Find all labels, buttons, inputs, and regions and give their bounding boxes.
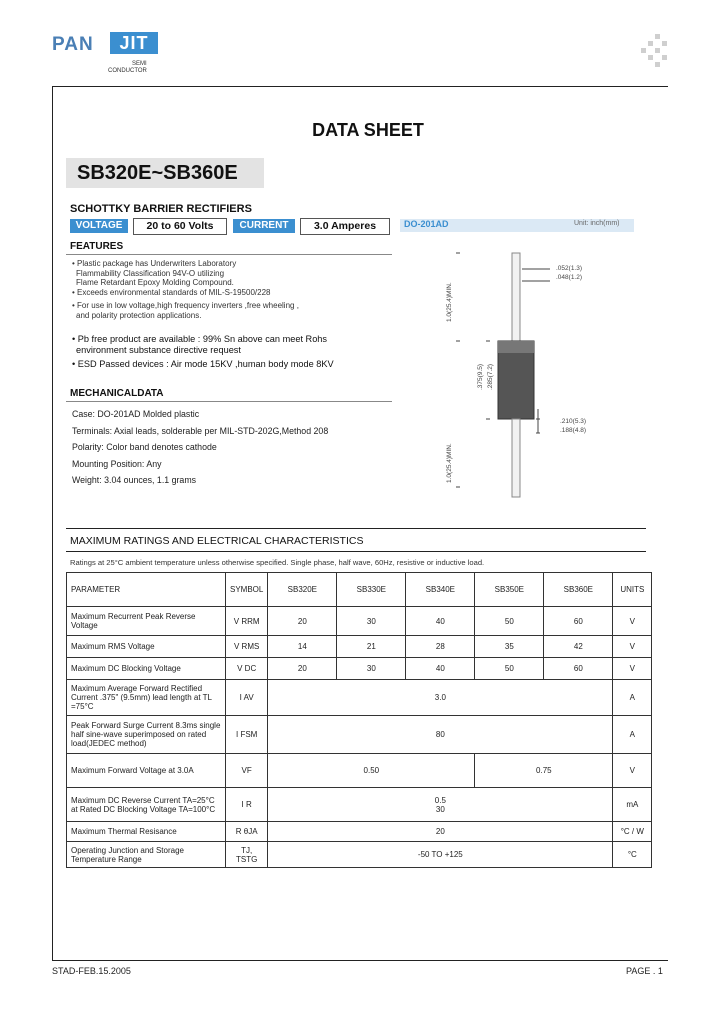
header-units: UNITS (613, 573, 652, 607)
logo-jit-box: JIT (110, 32, 158, 54)
table-row (67, 658, 652, 680)
row-value: 3.0 (268, 680, 613, 716)
dim-lead-length-top: 1.0(25.4)MIN. (446, 282, 453, 322)
voltage-value: 20 to 60 Volts (133, 218, 227, 235)
table-row (67, 754, 652, 788)
row-param: Maximum RMS Voltage (67, 636, 226, 658)
ratings-heading: MAXIMUM RATINGS AND ELECTRICAL CHARACTERISTICS (70, 535, 364, 547)
row-symbol: I R (226, 788, 268, 822)
table-row (67, 636, 652, 658)
package-name: DO-201AD (404, 219, 449, 229)
header-parameter: PARAMETER (67, 573, 226, 607)
row-value: 20 (268, 607, 337, 636)
mechanical-item: Polarity: Color band denotes cathode (72, 442, 217, 452)
row-value: 14 (268, 636, 337, 658)
product-subtitle: SCHOTTKY BARRIER RECTIFIERS (70, 203, 252, 215)
dim-lead-dia-max: .052(1.3) (556, 265, 583, 272)
feature-item: and polarity protection applications. (76, 310, 202, 320)
table-header-row (67, 573, 652, 607)
row-units: V (613, 754, 652, 788)
feature-item: Flame Retardant Epoxy Molding Compound. (76, 278, 234, 287)
dim-body-length-max: .375(9.5) (477, 363, 484, 390)
row-units: V (613, 636, 652, 658)
header-sb360e: SB360E (544, 573, 613, 607)
header-sb350e: SB350E (475, 573, 544, 607)
logo-sub-line1: SEMI (132, 61, 147, 67)
row-value: 30 (435, 804, 445, 814)
row-param: Maximum Thermal Resisance (67, 822, 226, 842)
dim-lead-dia-min: .048(1.2) (556, 274, 583, 281)
row-units: A (613, 716, 652, 754)
dim-body-dia-max: .210(5.3) (560, 418, 587, 425)
footer-date: STAD-FEB.15.2005 (52, 966, 131, 976)
page-title: DATA SHEET (312, 120, 424, 140)
table-row (67, 680, 652, 716)
header-sb330e: SB330E (337, 573, 406, 607)
row-value: 0.5 (434, 795, 446, 805)
row-value: 35 (475, 636, 544, 658)
header-sb340e: SB340E (406, 573, 475, 607)
row-param: Maximum Forward Voltage at 3.0A (67, 754, 226, 788)
feature-item: • Plastic package has Underwriters Laboratory (72, 259, 237, 268)
ratings-note: Ratings at 25°C ambient temperature unless otherwise specified. Single phase, half wave, 60Hz, resistive or inductive load. (70, 558, 485, 567)
feature-item: • Exceeds environmental standards of MIL-S-19500/228 (72, 287, 271, 297)
row-param: Maximum DC Blocking Voltage (67, 658, 226, 680)
row-param: Maximum Average Forward Rectified Current .375" (9.5mm) lead length at TL =75°C (67, 680, 226, 716)
features-list-large (72, 334, 334, 370)
row-value: 40 (406, 658, 475, 680)
row-value: 50 (475, 658, 544, 680)
row-symbol: R θJA (226, 822, 268, 842)
feature-item: • Pb free product are available : 99% Sn above can meet Rohs (72, 334, 328, 344)
dim-body-length-min: .285(7.2) (487, 363, 494, 390)
row-param: Operating Junction and Storage Temperature Range (67, 842, 226, 868)
diode-outline-drawing (400, 233, 634, 508)
row-param: Maximum DC Reverse Current TA=25°C at Rated DC Blocking Voltage TA=100°C (67, 788, 226, 822)
row-units: °C / W (613, 822, 652, 842)
row-value: 30 (337, 607, 406, 636)
logo-sub-line2: CONDUCTOR (108, 68, 147, 74)
row-value: 60 (544, 658, 613, 680)
table-row (67, 788, 652, 822)
voltage-label: VOLTAGE (70, 219, 128, 233)
dim-lead-length-bottom: 1.0(25.4)MIN. (446, 443, 453, 483)
dim-body-dia-min: .188(4.8) (560, 427, 587, 434)
row-param: Peak Forward Surge Current 8.3ms single half sine-wave superimposed on rated load(JEDEC method) (67, 716, 226, 754)
feature-item: Flammability Classification 94V-O utilizing (76, 268, 225, 278)
row-symbol: V RMS (226, 636, 268, 658)
row-value: 42 (544, 636, 613, 658)
footer-page: PAGE . 1 (626, 966, 663, 976)
row-units: °C (613, 842, 652, 868)
header-rule (52, 86, 668, 87)
header-sb320e: SB320E (268, 573, 337, 607)
table-row (67, 842, 652, 868)
part-number: SB320E~SB360E (77, 162, 238, 184)
mechanical-rule (66, 401, 392, 402)
left-frame-line (52, 86, 53, 960)
row-symbol: TJ, TSTG (226, 842, 268, 868)
mechanical-list (72, 406, 328, 489)
header-symbol: SYMBOL (226, 573, 268, 607)
row-value: 21 (337, 636, 406, 658)
ratings-bottom-rule (66, 551, 646, 552)
mechanical-item: Case: DO-201AD Molded plastic (72, 409, 200, 419)
row-param: Maximum Recurrent Peak Reverse Voltage (67, 607, 226, 636)
row-value: -50 TO +125 (268, 842, 613, 868)
row-value: 30 (337, 658, 406, 680)
package-unit: Unit: inch(mm) (574, 220, 620, 227)
row-symbol: I AV (226, 680, 268, 716)
mechanical-item: Weight: 3.04 ounces, 1.1 grams (72, 475, 197, 485)
feature-item: environment substance directive request (76, 345, 241, 355)
row-value: 40 (406, 607, 475, 636)
row-units: V (613, 658, 652, 680)
features-rule (66, 254, 392, 255)
row-value: 28 (406, 636, 475, 658)
row-units: V (613, 607, 652, 636)
feature-item: • For use in low voltage,high frequency inverters ,free wheeling , (72, 301, 299, 310)
row-symbol: V RRM (226, 607, 268, 636)
row-value: 80 (268, 716, 613, 754)
row-values-stack (268, 788, 613, 822)
table-row (67, 716, 652, 754)
table-row (67, 607, 652, 636)
mechanical-item: Mounting Position: Any (72, 458, 162, 469)
row-units: A (613, 680, 652, 716)
row-value: 50 (475, 607, 544, 636)
footer-rule (52, 960, 668, 961)
table-row (67, 822, 652, 842)
features-list (72, 259, 299, 320)
mechanical-item: Terminals: Axial leads, solderable per MIL-STD-202G,Method 208 (72, 425, 329, 436)
ratings-top-rule (66, 528, 646, 529)
row-value: 60 (544, 607, 613, 636)
row-value: 20 (268, 822, 613, 842)
row-value: 20 (268, 658, 337, 680)
current-label: CURRENT (233, 219, 295, 233)
row-symbol: VF (226, 754, 268, 788)
row-symbol: I FSM (226, 716, 268, 754)
feature-item: • ESD Passed devices : Air mode 15KV ,human body mode 8KV (72, 359, 334, 369)
ratings-table (66, 572, 652, 868)
row-symbol: V DC (226, 658, 268, 680)
row-value: 0.75 (475, 754, 613, 788)
row-value: 0.50 (268, 754, 475, 788)
features-heading: FEATURES (70, 241, 124, 252)
row-units: mA (613, 788, 652, 822)
mechanical-heading: MECHANICALDATA (70, 388, 164, 399)
current-value: 3.0 Amperes (300, 218, 390, 235)
logo-pan-text: PAN (52, 34, 94, 55)
